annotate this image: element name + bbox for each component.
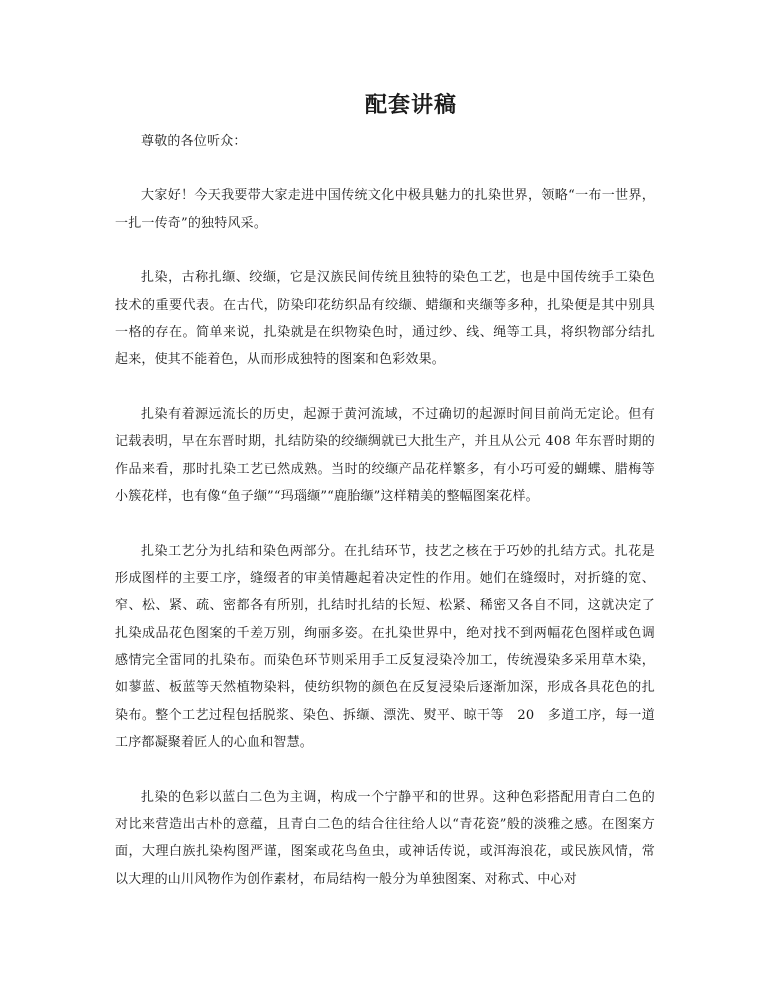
- paragraph-history: 扎染有着源远流长的历史，起源于黄河流域，不过确切的起源时间目前尚无定论。但有记载表明，早在东晋时期，扎结防染的绞缬绸就已大批生产，并且从公元 408 年东晋时期的作品来看，那时扎染工艺已然成熟。当时的绞缬产品花样繁多，有小巧可爱的蝴蝶、腊梅等小簇花样，也有像“鱼子缬”“玛瑙缬”“鹿胎缬”这样精美的整幅图案花样。: [115, 407, 655, 504]
- paragraph-definition: 扎染，古称扎缬、绞缬，它是汉族民间传统且独特的染色工艺，也是中国传统手工染色技术的重要代表。在古代，防染印花纺织品有绞缬、蜡缬和夹缬等多种，扎染便是其中别具一格的存在。简单来说，扎染就是在织物染色时，通过纱、线、绳等工具，将织物部分结扎起来，使其不能着色，从而形成独特的图案和色彩效果。: [115, 270, 655, 368]
- page-title: 配套讲稿: [364, 92, 457, 118]
- paragraph-process: 扎染工艺分为扎结和染色两部分。在扎结环节，技艺之核在于巧妙的扎结方式。扎花是形成图样的主要工序，缝缀者的审美情趣起着决定性的作用。她们在缝缀时，对折缝的宽、窄、松、紧、疏、密都各有所别，扎结时扎结的长短、松紧、稀密又各自不同，这就决定了扎染成品花色图案的千差万别，绚丽多姿。在扎染世界中，绝对找不到两幅花色图样或色调感情完全雷同的扎染布。而染色环节则采用手工反复浸染冷加工，传统漫染多采用草木染，如蓼蓝、板蓝等天然植物染料，使纺织物的颜色在反复浸染后逐渐加深，形成各具花色的扎染布。整个工艺过程包括脱浆、染色、拆缬、漂洗、熨平、晾干等 20 多道工序，每一道工序都凝聚着匠人的心血和智慧。: [115, 543, 655, 750]
- paragraph-intro: 大家好！今天我要带大家走进中国传统文化中极具魅力的扎染世界，领略“一布一世界，一扎一传奇”的独特风采。: [115, 188, 655, 231]
- paragraph-colors: 扎染的色彩以蓝白二色为主调，构成一个宁静平和的世界。这种色彩搭配用青白二色的对比来营造出古朴的意蕴，且青白二色的结合往往给人以“青花瓷”般的淡雅之感。在图案方面，大理白族扎染构图严谨，图案或花鸟鱼虫，或神话传说，或洱海浪花，或民族风情，常以大理的山川风物作为创作素材，布局结构一般分为单独图案、对称式、中心对: [115, 789, 655, 887]
- document-body: [115, 128, 655, 920]
- salutation: 尊敬的各位听众：: [141, 134, 247, 149]
